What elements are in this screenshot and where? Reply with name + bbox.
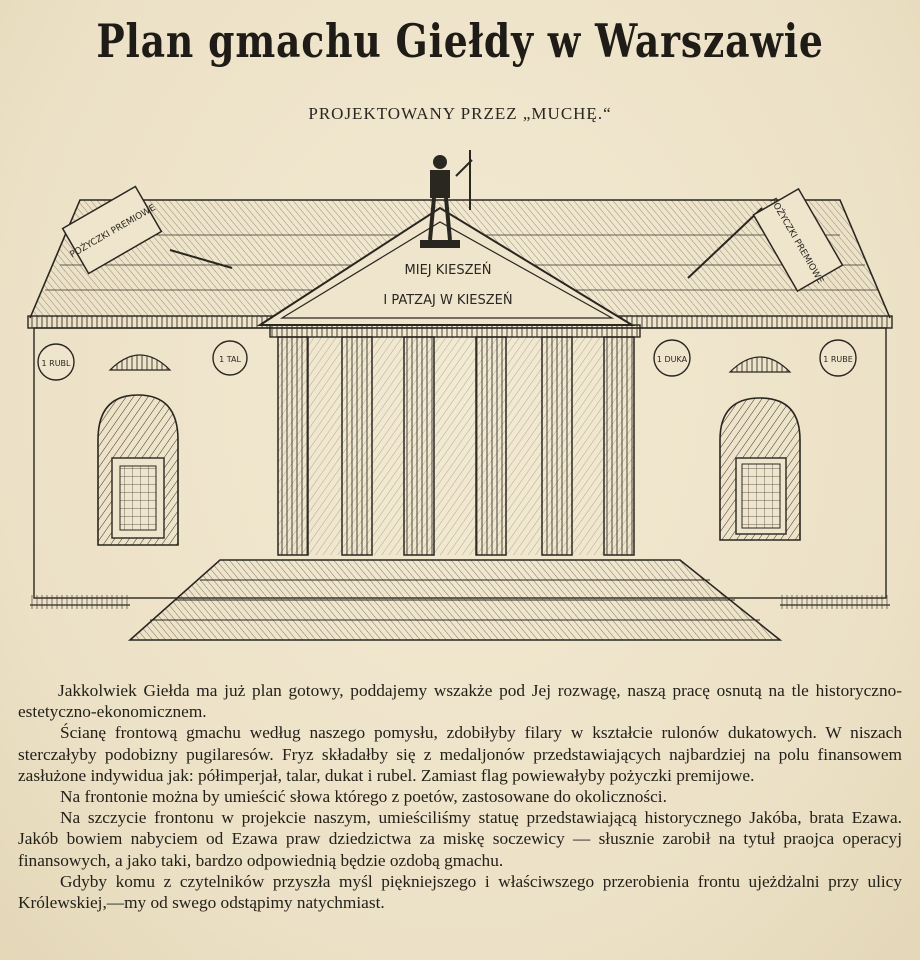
- pediment-line-2: I PATZAJ W KIESZEŃ: [383, 293, 513, 308]
- left-window: [98, 355, 178, 545]
- entablature: [270, 325, 640, 337]
- column: [278, 337, 308, 555]
- building-illustration: [20, 140, 900, 660]
- page-subtitle: PROJEKTOWANY PRZEZ „MUCHĘ.“: [308, 104, 612, 123]
- column: [476, 337, 506, 555]
- column: [542, 337, 572, 555]
- medallion-right-1: [654, 340, 690, 376]
- right-window: [720, 357, 800, 540]
- medallion-right-2: [820, 340, 856, 376]
- paragraph: Na szczycie frontonu w projekcie naszym, umieściliśmy statuę przedstawiającą historycznego Jakóba, brata Ezawa. Jakób bowiem nabyciem od Ezawa praw dziedzictwa za miskę soczewicy — słusznie zarobił na tytuł praojca operacyj finansowych, a jako taki, bardzo odpowiednią będzie ozdobą gmachu.: [18, 808, 902, 870]
- paragraph: Ścianę frontową gmachu według naszego pomysłu, zdobiłyby filary w kształcie rulonów dukatowych. W niszach sterczałyby podobizny pugilaresów. Fryz składałby się z medaljonów przedstawiających najbardziej na polu finansowem zasłużone indywidua jak: półimperjał, talar, dukat i rubel. Zamiast flag powiewałyby pożyczki premijowe.: [18, 723, 902, 785]
- medallion-label: 1 RUBE: [823, 355, 853, 364]
- pediment-line-1: MIEJ KIESZEŃ: [404, 263, 492, 278]
- medallion-label: 1 TAL: [219, 355, 241, 364]
- flag-right-text: POŻYCZKI PREMIOWE: [767, 196, 825, 286]
- paragraph: Jakkolwiek Giełda ma już plan gotowy, poddajemy wszakże pod Jej rozwagę, naszą pracę osnutą na tle historyczno-estetyczno-ekonomicznem.: [18, 681, 902, 722]
- flag-left-text: POŻYCZKI PREMIOWE: [68, 203, 158, 261]
- column: [342, 337, 372, 555]
- article-body: [18, 680, 902, 913]
- medallion-label: 1 RUBL: [41, 359, 71, 368]
- medallion-left-2: [213, 341, 247, 375]
- column: [404, 337, 434, 555]
- steps: [130, 560, 780, 640]
- column: [604, 337, 634, 555]
- portico-back: [278, 337, 634, 555]
- paragraph: Gdyby komu z czytelników przyszła myśl piękniejszego i właściwszego przerobienia frontu ujeżdżalni przy ulicy Królewskiej,—my od swego odstąpimy natychmiast.: [18, 871, 902, 913]
- page-title: Plan gmachu Giełdy w Warszawie: [96, 14, 824, 68]
- medallion-label: 1 DUKA: [656, 355, 688, 364]
- paragraph: Na frontonie można by umieścić słowa którego z poetów, zastosowane do okoliczności.: [60, 787, 667, 807]
- medallion-left-1: [38, 344, 74, 380]
